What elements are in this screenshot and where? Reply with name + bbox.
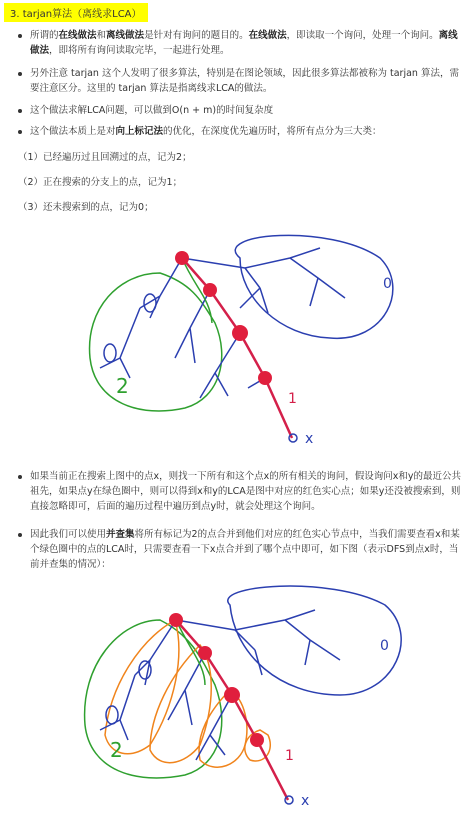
red-node [232,325,248,341]
list-item [18,469,466,514]
list-item [18,103,466,118]
bullet-text: 这个做法本质上是对向上标记法的优化，在深度优先遍历时，将所有点分为三大类： [30,126,382,137]
list-item [18,124,466,139]
list-item [18,66,466,96]
red-node [203,283,217,297]
bullet-text: 这个做法求解LCA问题，可以做到O(n + m)的时间复杂度 [30,105,274,116]
section-title: 3. tarjan算法（离线求LCA） [4,3,148,22]
bullet-text: 因此我们可以使用并查集将所有标记为2的点合并到他们对应的红色实心节点中，当我们需要查看x和某个绿色圈中的点的LCA时，只需要查看一下x点合并到了哪个点中即可，如下图（表示DFS到点x时，当前并查集的情况）： [30,529,460,570]
bullet-dot [18,130,22,134]
label-one: 1 [285,748,294,764]
bullet-dot [18,34,22,38]
label-zero: 0 [383,276,392,292]
red-node [258,371,272,385]
red-node [175,251,189,265]
label-zero: 0 [380,638,389,654]
list-item [18,527,466,572]
enum-item: （2）正在搜索的分支上的点，记为1； [18,177,183,188]
bullet-dot [18,72,22,76]
list-item [18,28,466,58]
bullet-dot [18,533,22,537]
red-node [169,613,183,627]
label-two: 2 [116,374,129,398]
red-node [250,733,264,747]
bullet-text: 如果当前正在搜索上图中的点x，则找一下所有和这个点x的所有相关的询问，假设询问x和y的最近公共祖先，如果点y在绿色圈中，则可以得到x和y的LCA是图中对应的红色实心点；如果y还没被搜索到，则直接忽略即可，后面的遍历过程中遍历到点y时，就会处理这个询问。 [30,471,461,512]
bullet-dot [18,109,22,113]
red-node [224,687,240,703]
bullet-text: 所谓的在线做法和离线做法是针对有询问的题目的。在线做法，即读取一个询问，处理一个询问。离线做法，即将所有询问读取完毕，一起进行处理。 [30,30,458,56]
tree-diagram-2 [0,585,474,825]
label-x: x [305,431,314,447]
red-node [198,646,212,660]
bullet-dot [18,475,22,479]
enum-item: （3）还未搜索到的点，记为0； [18,202,154,213]
tree-diagram-1 [0,228,474,463]
bullet-text: 另外注意 tarjan 这个人发明了很多算法，特别是在图论领域，因此很多算法都被称为 tarjan 算法，需要注意区分。这里的 tarjan 算法是指离线求LCA的做法。 [30,68,459,94]
enum-item: （1）已经遍历过且回溯过的点，记为2； [18,152,192,163]
label-x: x [301,793,310,809]
label-two: 2 [110,738,123,762]
label-one: 1 [288,391,297,407]
